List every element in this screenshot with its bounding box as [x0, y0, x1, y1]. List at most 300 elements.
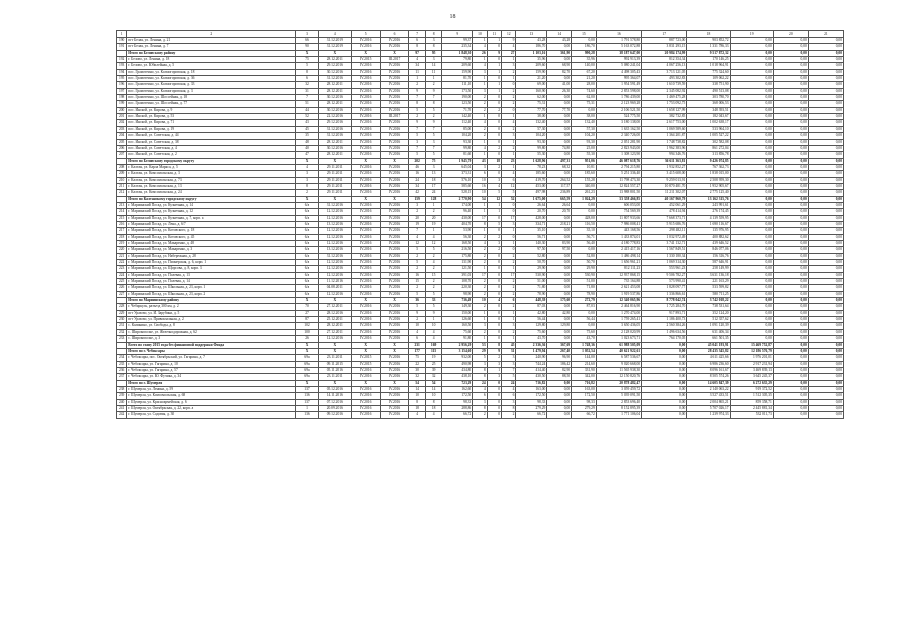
table-cell: 90 [296, 44, 319, 50]
table-cell: 2 [487, 355, 501, 361]
table-cell: 29,90 [572, 266, 597, 272]
table-cell: 25 [425, 361, 441, 367]
table-cell: IV.2016 [351, 285, 380, 291]
table-cell: 2 [502, 126, 516, 132]
table-cell: 438,10 [442, 374, 473, 380]
table-cell: 7 [409, 228, 425, 234]
table-cell: 99,37 [442, 38, 473, 44]
table-cell: X [318, 50, 351, 56]
table-cell: X [296, 342, 319, 348]
table-cell: 136 [296, 412, 319, 418]
table-cell: 53,90 [442, 228, 473, 234]
table-cell: 6/а [296, 253, 319, 259]
table-cell: 221 [117, 253, 127, 259]
table-cell: 8 [425, 101, 441, 107]
table-cell: 3 742 018,22 [687, 298, 730, 304]
table-cell: 0 [487, 399, 501, 405]
table-cell: 98,90 [442, 291, 473, 297]
table-cell: 77,70 [516, 107, 547, 113]
table-cell: 0,00 [730, 241, 773, 247]
table-cell: 34 [409, 63, 425, 69]
table-cell: 4 [473, 63, 487, 69]
table-cell: 0,00 [773, 126, 808, 132]
table-cell: 56,44 [572, 317, 597, 323]
table-cell: 6/а [296, 285, 319, 291]
table-cell: 2 [409, 285, 425, 291]
table-cell: 2 [473, 412, 487, 418]
table-cell: 35,10 [516, 228, 547, 234]
address-cell: г. Калтан, ул. Комсомольская, д. 73 [127, 177, 296, 183]
table-cell: 2 [473, 329, 487, 335]
table-cell: 52 [296, 114, 319, 120]
table-cell: 214,60 [572, 361, 597, 367]
table-cell: 0,00 [642, 412, 687, 418]
table-cell: 0,00 [547, 405, 572, 411]
table-cell: 29.12.2016 [318, 120, 351, 126]
table-cell: 4 [425, 234, 441, 240]
table-cell: 0 [487, 317, 501, 323]
table-cell: 163,00 [516, 386, 547, 392]
table-cell: 0,00 [547, 329, 572, 335]
table-cell: IV.2016 [351, 304, 380, 310]
table-cell: 26,64 [547, 202, 572, 208]
table-cell: 14.11.2016 [318, 393, 351, 399]
table-cell: 169 [425, 342, 441, 348]
table-cell: IV.2016 [351, 95, 380, 101]
table-cell: 3 469 839,13 [730, 367, 773, 373]
table-cell: 56,71 [572, 234, 597, 240]
table-cell: 1 032 972,49 [642, 234, 687, 240]
table-cell: 12 340 065,96 [596, 298, 641, 304]
table-cell: 1 [409, 76, 425, 82]
table-cell: 7 [502, 367, 516, 373]
table-cell: 0,00 [547, 234, 572, 240]
table-cell: 117,57 [547, 183, 572, 189]
table-cell: 1 [425, 317, 441, 323]
table-cell: 66,72 [572, 412, 597, 418]
table-cell: IV.2016 [380, 177, 409, 183]
table-cell: 1 018 964,91 [687, 63, 730, 69]
table-cell: 0,00 [808, 107, 843, 113]
table-cell: 85,00 [442, 126, 473, 132]
table-cell: 62,00 [516, 95, 547, 101]
table-cell: IV.2016 [380, 171, 409, 177]
table-cell: 0,00 [808, 152, 843, 158]
table-cell: 8 096 161,67 [687, 367, 730, 373]
table-cell: 17 [473, 272, 487, 278]
table-cell: 0,00 [773, 139, 808, 145]
table-cell: 0,00 [808, 393, 843, 399]
table-cell: 3 713 121,05 [642, 69, 687, 75]
table-cell: 238 [117, 386, 127, 392]
column-number-cell: 9 [442, 31, 473, 38]
address-cell: г. Шумерля, ул. Ленина, д. 59 [127, 386, 296, 392]
table-cell: 0,00 [730, 82, 773, 88]
table-cell: 2 823 943,00 [596, 145, 641, 151]
table-cell: 12.12.2016 [318, 215, 351, 221]
table-cell: 0 [487, 171, 501, 177]
table-cell: 69,00 [516, 82, 547, 88]
table-cell: 131,90 [442, 260, 473, 266]
table-cell: 112,40 [442, 120, 473, 126]
table-cell: 0,00 [730, 317, 773, 323]
table-cell: 661 501,35 [687, 336, 730, 342]
table-cell: 0,00 [547, 95, 572, 101]
table-cell: 0,00 [808, 342, 843, 348]
table-cell: 0,00 [773, 69, 808, 75]
table-cell: 1 308 123,90 [596, 152, 641, 158]
table-cell: 0,00 [773, 405, 808, 411]
table-cell: 2 621 453,08 [596, 285, 641, 291]
table-cell: 2 [425, 279, 441, 285]
table-cell: 0,00 [773, 342, 808, 348]
table-cell: 453,00 [516, 183, 547, 189]
table-cell: 2 [473, 247, 487, 253]
table-cell: 12.12.2016 [318, 234, 351, 240]
table-cell: 0,00 [773, 196, 808, 202]
table-cell: 587 646,91 [687, 260, 730, 266]
table-cell: IV.2016 [380, 285, 409, 291]
table-cell: 12.12.2016 [318, 260, 351, 266]
table-cell: 2 560 384,26 [642, 323, 687, 329]
table-cell: 0,00 [730, 101, 773, 107]
table-cell: 0,00 [773, 171, 808, 177]
table-cell: 1 433 874,01 [596, 234, 641, 240]
table-cell: 5 [409, 152, 425, 158]
table-cell: IV.2015 [351, 57, 380, 63]
table-cell: IV.2016 [380, 247, 409, 253]
table-cell: 2 617 753,00 [642, 120, 687, 126]
table-cell: 767 362,73 [687, 164, 730, 170]
table-cell: 1 069 589,60 [642, 126, 687, 132]
address-cell: пос. Инской, ул. Кирова, д. 53 [127, 114, 296, 120]
table-cell: 1 [425, 202, 441, 208]
table-cell: 51,00 [516, 279, 547, 285]
table-cell: 3 059 459,72 [596, 386, 641, 392]
address-cell: г. Мариинский Посад, ул. Пионерская, д. 6, корп. 1 [127, 260, 296, 266]
table-cell: 9 [502, 38, 516, 44]
table-cell: 1 [473, 266, 487, 272]
table-cell: 8 [409, 399, 425, 405]
table-cell: 87,03 [572, 304, 597, 310]
table-cell: 4 [409, 412, 425, 418]
table-cell: 8 [473, 405, 487, 411]
table-cell: 0,00 [773, 177, 808, 183]
table-cell: 220,30 [442, 285, 473, 291]
table-cell: IV.2016 [380, 260, 409, 266]
table-cell: 0,00 [547, 253, 572, 259]
table-cell: 373,31 [442, 171, 473, 177]
table-cell: 0,00 [730, 253, 773, 259]
table-cell: 1 919 537,86 [596, 291, 641, 297]
table-cell: 140,00 [572, 63, 597, 69]
table-cell: IV.2016 [380, 120, 409, 126]
table-cell: 0,00 [773, 291, 808, 297]
table-cell: 10 [473, 298, 487, 304]
table-cell: 631 406,34 [687, 329, 730, 335]
table-cell: 0,00 [808, 260, 843, 266]
table-cell: 7 [409, 126, 425, 132]
table-cell: 137 [296, 386, 319, 392]
table-cell: 0,00 [773, 374, 808, 380]
table-cell: 40 621 922,61 [596, 348, 641, 354]
table-cell: 211 [117, 183, 127, 189]
table-cell: 71,70 [442, 107, 473, 113]
address-cell: г. Мариинский Посад, ул. Котовского, д. 18 [127, 228, 296, 234]
table-cell: 0 [487, 266, 501, 272]
table-cell: 0,00 [773, 310, 808, 316]
table-cell: 27.12.2011 [318, 304, 351, 310]
table-cell: 861 272,04 [687, 145, 730, 151]
table-cell: 19 [425, 355, 441, 361]
table-cell: 3 645 245,37 [730, 374, 773, 380]
table-cell: 4 [502, 120, 516, 126]
table-cell: 14 [425, 386, 441, 392]
table-cell: 0,00 [730, 209, 773, 215]
table-cell: 2 415 417,16 [596, 247, 641, 253]
table-cell: 13 [425, 171, 441, 177]
table-cell: 35 [296, 133, 319, 139]
table-cell: 78,90 [572, 291, 597, 297]
column-number-cell: 2 [127, 31, 296, 38]
table-cell: 82,90 [547, 367, 572, 373]
table-cell: 12.12.2016 [318, 228, 351, 234]
address-cell: пос. Инской, ул. Кирова, д. 71 [127, 120, 296, 126]
table-cell: 1 [473, 310, 487, 316]
table-cell: 430,50 [516, 374, 547, 380]
table-cell: 108,70 [442, 279, 473, 285]
table-cell: 6/а [296, 234, 319, 240]
table-cell: 75,31 [516, 101, 547, 107]
table-cell: 195 [117, 76, 127, 82]
table-cell: 2 336,36 [516, 342, 547, 348]
table-cell: 24 [502, 380, 516, 386]
table-cell: 1 [487, 202, 501, 208]
table-cell: 0,00 [572, 202, 597, 208]
table-cell: 497,31 [547, 158, 572, 164]
table-cell: 0,00 [808, 126, 843, 132]
table-cell: 237 [117, 374, 127, 380]
table-cell: 1 [502, 139, 516, 145]
table-cell: 0 [487, 412, 501, 418]
table-cell: 182 043,67 [687, 114, 730, 120]
table-cell: 30.12.2016 [318, 145, 351, 151]
table-cell: 0,00 [730, 152, 773, 158]
address-cell: г. Мариинский Посад, ул. Лена, д. 6/7 [127, 221, 296, 227]
table-cell: 202 [409, 158, 425, 164]
table-cell: 7 [425, 95, 441, 101]
table-cell: 17 [502, 215, 516, 221]
table-cell: 1 [473, 228, 487, 234]
table-cell: 1 [425, 76, 441, 82]
table-cell: 533 599,82 [687, 285, 730, 291]
table-cell: 228 [117, 304, 127, 310]
table-cell: 0 [487, 101, 501, 107]
table-cell: 0,00 [808, 298, 843, 304]
table-cell: 0,00 [773, 133, 808, 139]
table-cell: 10 870 481,70 [642, 183, 687, 189]
table-cell: 2 051 281,90 [596, 139, 641, 145]
table-cell: 738 531,64 [687, 304, 730, 310]
table-cell: 137 [296, 399, 319, 405]
table-cell: IV.2016 [351, 76, 380, 82]
table-cell: 0,00 [773, 221, 808, 227]
table-cell: 186,70 [572, 44, 597, 50]
table-cell: IV.2016 [380, 76, 409, 82]
table-cell: 8 [409, 44, 425, 50]
table-cell: 0,00 [730, 95, 773, 101]
table-cell: IV.2016 [380, 145, 409, 151]
table-cell: 0,00 [730, 329, 773, 335]
table-cell: 0 [502, 82, 516, 88]
table-cell: IV.2016 [380, 361, 409, 367]
table-cell: 1 239 974,33 [687, 412, 730, 418]
table-cell: 2 770,90 [442, 196, 473, 202]
table-cell: 0,00 [773, 107, 808, 113]
table-cell: 5 [425, 291, 441, 297]
table-cell: 0,00 [642, 380, 687, 386]
table-cell: 1 [473, 57, 487, 63]
table-cell: 0,00 [808, 44, 843, 50]
table-cell: 530,90 [572, 272, 597, 278]
table-cell: 0 [502, 247, 516, 253]
table-cell: 0,00 [730, 247, 773, 253]
table-cell: 1 [425, 228, 441, 234]
table-cell: 9 020 668,00 [596, 361, 641, 367]
table-cell: 0,00 [730, 76, 773, 82]
table-cell: 3 [473, 88, 487, 94]
table-cell: 71,80 [572, 285, 597, 291]
table-cell: 17 [473, 215, 487, 221]
table-cell: 0 [487, 386, 501, 392]
table-cell: 99,80 [442, 145, 473, 151]
table-cell: 0,00 [808, 133, 843, 139]
table-cell: 2 [473, 279, 487, 285]
table-cell: 2 794 215,80 [596, 164, 641, 170]
table-cell: 232 [117, 329, 127, 335]
table-cell: 0,00 [808, 190, 843, 196]
address-cell: г. Чебаркуль, разъезд 300 км, д. 2 [127, 304, 296, 310]
table-cell: 0,00 [642, 374, 687, 380]
table-cell: 0,00 [808, 171, 843, 177]
table-cell: 298 482,11 [642, 228, 687, 234]
table-cell: 31.12.2016 [318, 202, 351, 208]
table-cell: 0,00 [547, 380, 572, 386]
address-cell: г. Калтан, ул. Комсомольская, д. 3 [127, 171, 296, 177]
table-cell: 1 [473, 82, 487, 88]
table-cell: 0,00 [730, 304, 773, 310]
table-cell: X [351, 50, 380, 56]
table-cell: 16 [409, 171, 425, 177]
table-cell: 6 272 635,29 [730, 380, 773, 386]
table-cell: 775 324,60 [687, 69, 730, 75]
table-cell: 35,96 [516, 57, 547, 63]
table-cell: 29.11.2011 [318, 177, 351, 183]
table-cell: 0,00 [808, 114, 843, 120]
table-cell: 0 [487, 228, 501, 234]
table-cell: 0,00 [730, 63, 773, 69]
table-cell: 0,00 [808, 412, 843, 418]
column-number-cell: 10 [473, 31, 487, 38]
table-cell: IV.2016 [351, 183, 380, 189]
table-cell: IV.2016 [351, 367, 380, 373]
table-cell: 428,00 [516, 215, 547, 221]
table-cell: 0,00 [808, 266, 843, 272]
table-cell: IV.2016 [380, 202, 409, 208]
table-cell: 109 062,22 [687, 76, 730, 82]
table-cell: 342,00 [572, 374, 597, 380]
table-cell: 0,00 [773, 152, 808, 158]
table-cell: 6 [502, 298, 516, 304]
table-cell: 348 393,51 [687, 107, 730, 113]
table-cell: IV.2016 [351, 247, 380, 253]
table-cell: IV.2016 [351, 145, 380, 151]
table-cell: 220 [117, 247, 127, 253]
table-cell: 218 [117, 234, 127, 240]
table-cell: III.2017 [380, 114, 409, 120]
table-cell: 42,80 [547, 310, 572, 316]
table-cell: X [380, 158, 409, 164]
table-cell: 2 [502, 285, 516, 291]
table-cell: 4 [409, 234, 425, 240]
table-cell: 0,00 [730, 50, 773, 56]
table-cell: X [296, 380, 319, 386]
table-cell: 2 128 020,99 [596, 329, 641, 335]
table-cell: 4 [487, 183, 501, 189]
table-cell: 665,59 [547, 196, 572, 202]
address-cell: г. Калтан, ул. Комсомольская, д. 13 [127, 183, 296, 189]
table-cell: 43,28 [516, 38, 547, 44]
table-cell: 91,80 [442, 336, 473, 342]
table-cell: 1 479,94 [516, 348, 547, 354]
table-cell: 39 [425, 367, 441, 373]
table-cell: 206 [117, 145, 127, 151]
table-cell: IV.2016 [351, 63, 380, 69]
table-cell: 75,60 [442, 329, 473, 335]
table-cell: 240,90 [516, 355, 547, 361]
table-cell: 1 [502, 317, 516, 323]
table-cell: 201 [117, 114, 127, 120]
table-cell: 1 024,29 [572, 196, 597, 202]
table-cell: 1 [473, 38, 487, 44]
table-cell: 1 002 638,17 [687, 120, 730, 126]
table-cell: 53 [473, 342, 487, 348]
table-cell: 0,00 [808, 196, 843, 202]
table-cell: 2 [487, 247, 501, 253]
table-cell: 0,00 [730, 164, 773, 170]
table-cell: IV.2016 [351, 234, 380, 240]
table-cell: 12.12.2016 [318, 241, 351, 247]
table-cell: 198 [117, 95, 127, 101]
address-cell: г. Шумерля, ул. Октябрьская, д. 22, корп. а [127, 405, 296, 411]
table-cell: 0,00 [808, 386, 843, 392]
table-cell: 1 [296, 405, 319, 411]
table-cell: 279,29 [516, 405, 547, 411]
table-cell: 56,40 [572, 241, 597, 247]
table-cell: 9 [487, 348, 501, 354]
table-cell: 391,03 [442, 272, 473, 278]
table-cell: IV.2016 [380, 253, 409, 259]
table-cell: X [318, 196, 351, 202]
table-cell: 3 [502, 133, 516, 139]
table-cell: 5 [502, 190, 516, 196]
table-cell: 0,00 [773, 145, 808, 151]
table-cell: 0,00 [808, 63, 843, 69]
table-cell: 239 [117, 393, 127, 399]
table-cell: 219 [117, 241, 127, 247]
table-cell: IV.2016 [351, 215, 380, 221]
table-cell: 0 [487, 260, 501, 266]
